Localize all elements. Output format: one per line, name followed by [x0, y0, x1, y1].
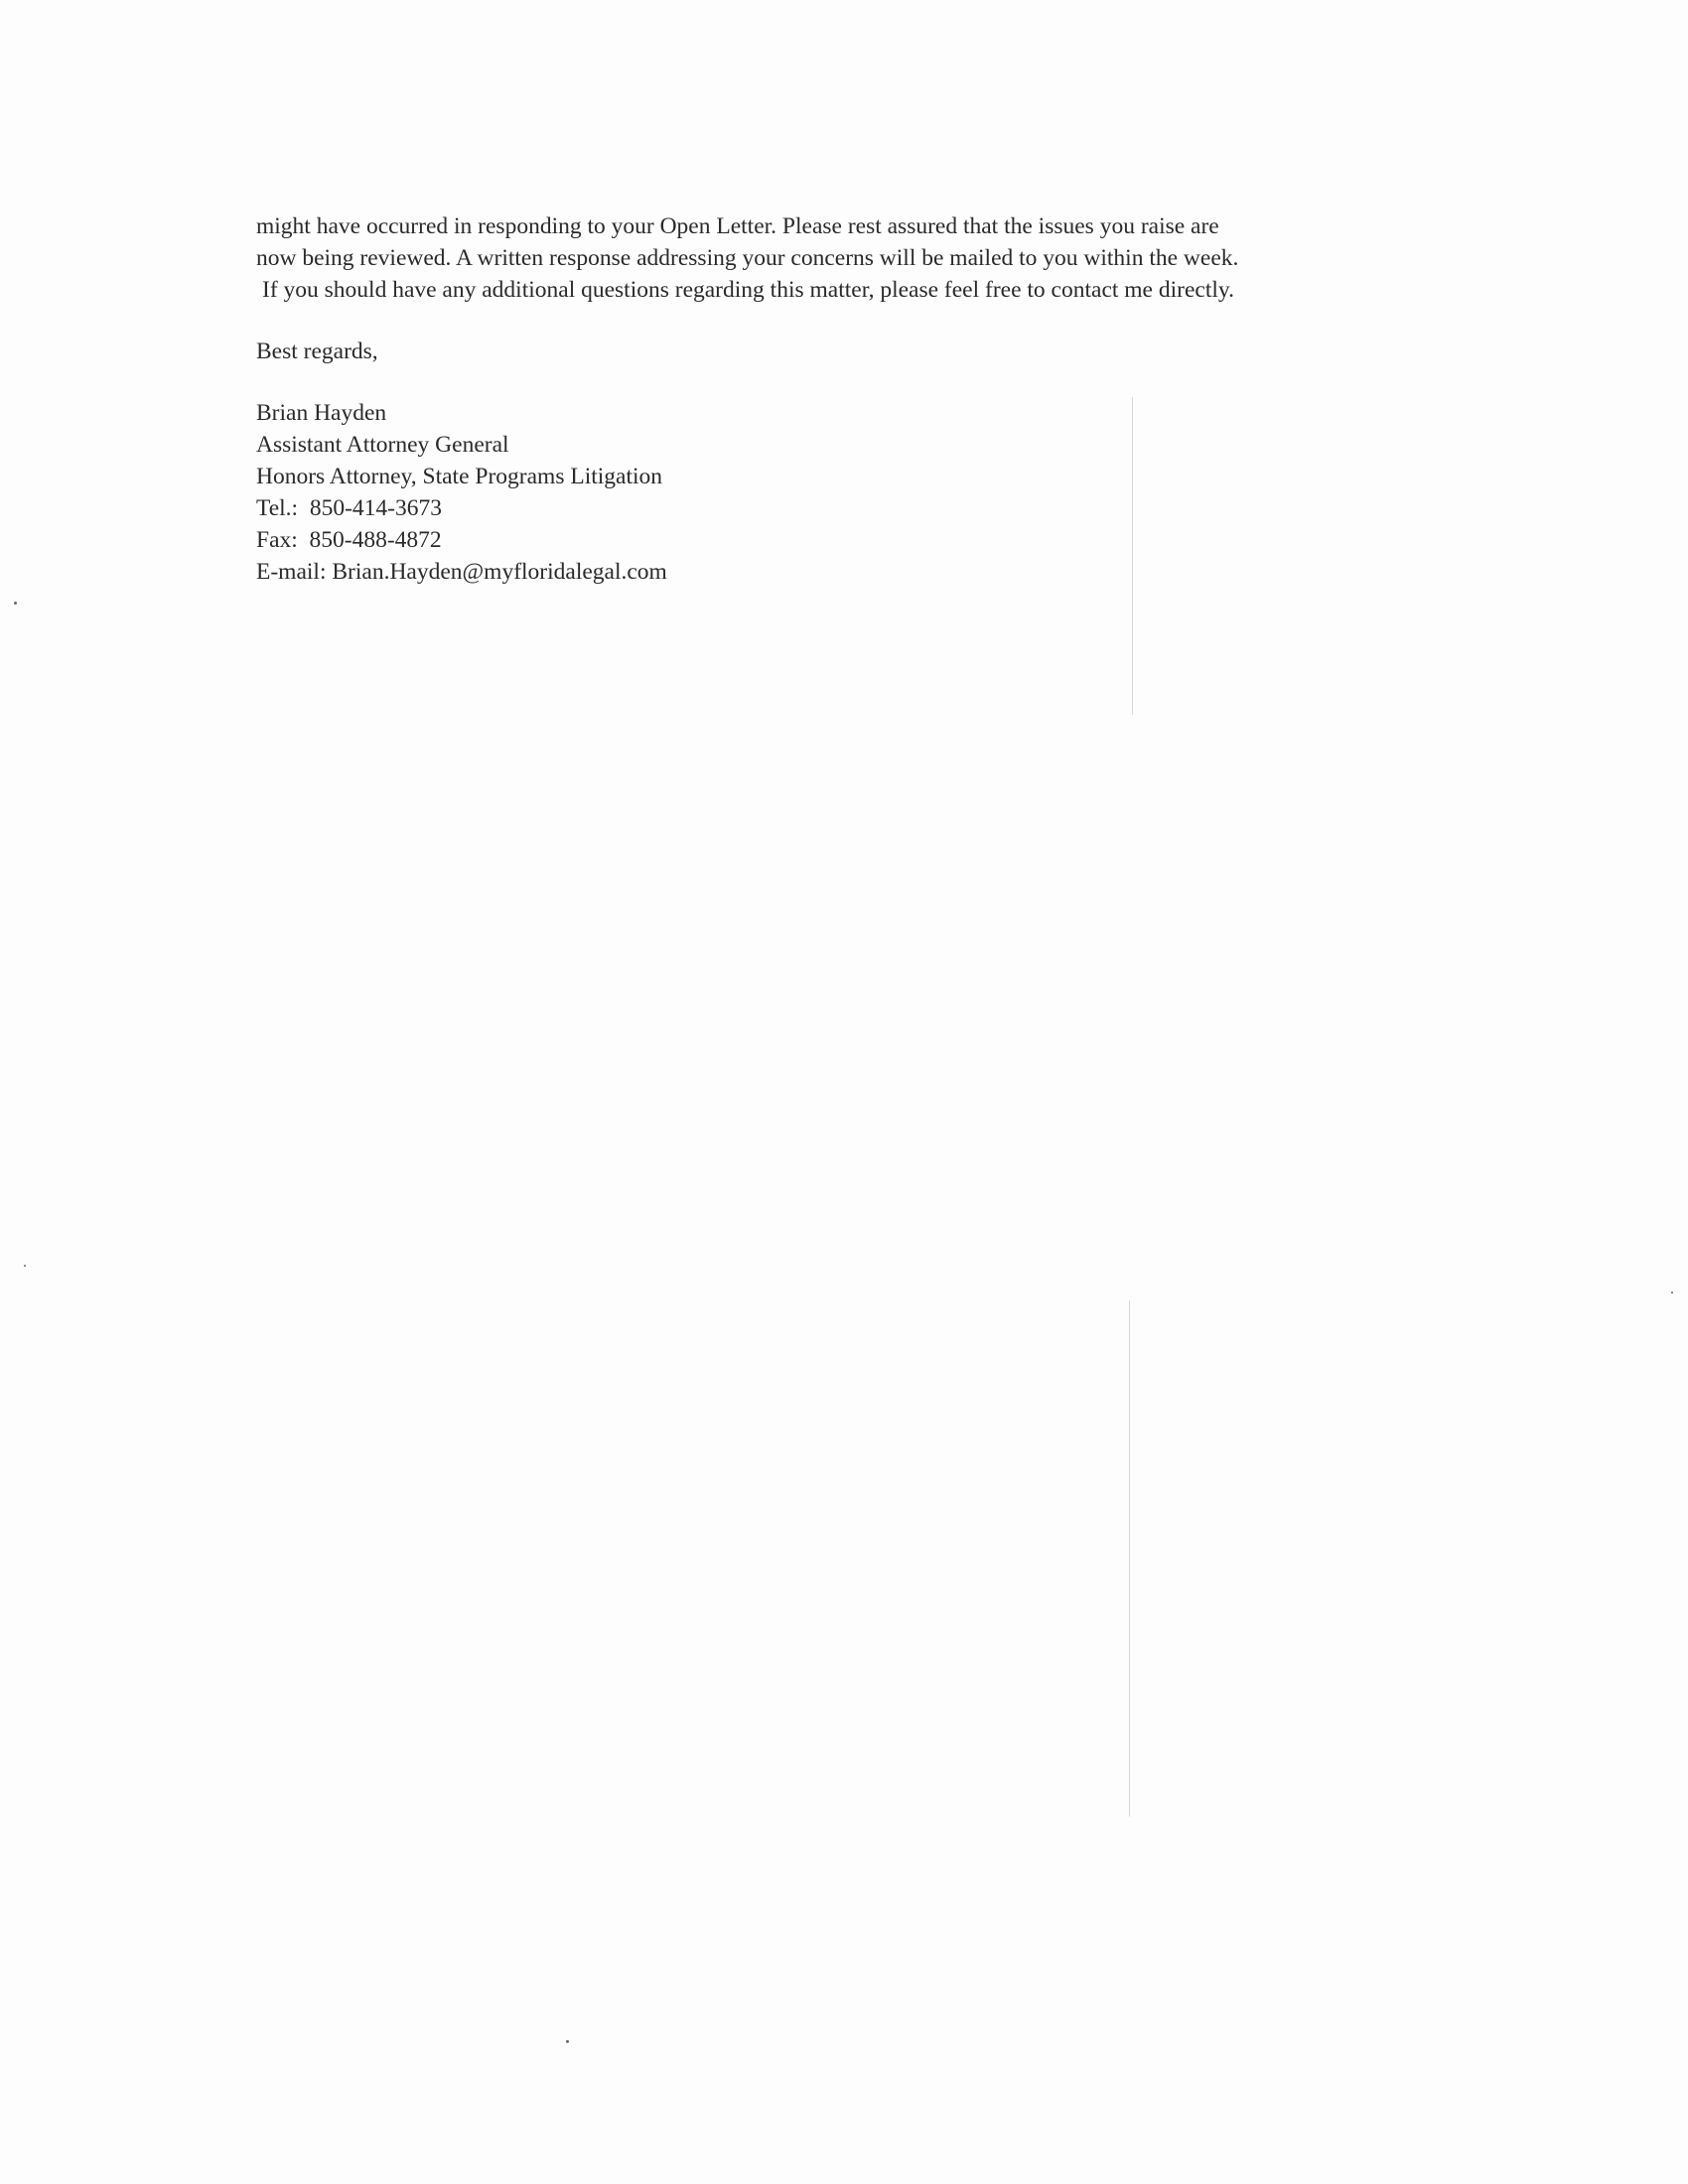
fax-line: [256, 524, 1448, 556]
body-line: might have occurred in responding to your Open Letter. Please rest assured that the issues you raise are: [256, 213, 1219, 239]
scan-speck: [566, 2040, 569, 2043]
body-line: If you should have any additional questions regarding this matter, please feel free to contact me directly.: [262, 277, 1234, 303]
closing: Best regards,: [256, 339, 378, 364]
signature-block: [256, 397, 1448, 588]
email-line: [256, 556, 1448, 588]
signer-division: Honors Attorney, State Programs Litigation: [256, 464, 663, 489]
fax-number: 850-488-4872: [309, 527, 442, 553]
body-line: now being reviewed. A written response addressing your concerns will be mailed to you within the week.: [256, 245, 1239, 271]
letter-content: [256, 210, 1448, 588]
telephone-label: Tel.:: [256, 495, 299, 521]
email-address: Brian.Hayden@myfloridalegal.com: [332, 559, 667, 585]
email-label: E-mail:: [256, 559, 327, 585]
signer-name: Brian Hayden: [256, 400, 387, 426]
letter-body: [256, 210, 1448, 306]
telephone-number: 850-414-3673: [309, 495, 442, 521]
fax-label: Fax:: [256, 527, 298, 553]
signer-title: Assistant Attorney General: [256, 432, 509, 458]
scan-speck: [1671, 1292, 1673, 1294]
telephone-line: [256, 492, 1448, 524]
scan-fold-line: [1129, 1300, 1130, 1817]
scan-speck: [24, 1265, 26, 1267]
scan-speck: [14, 602, 17, 605]
